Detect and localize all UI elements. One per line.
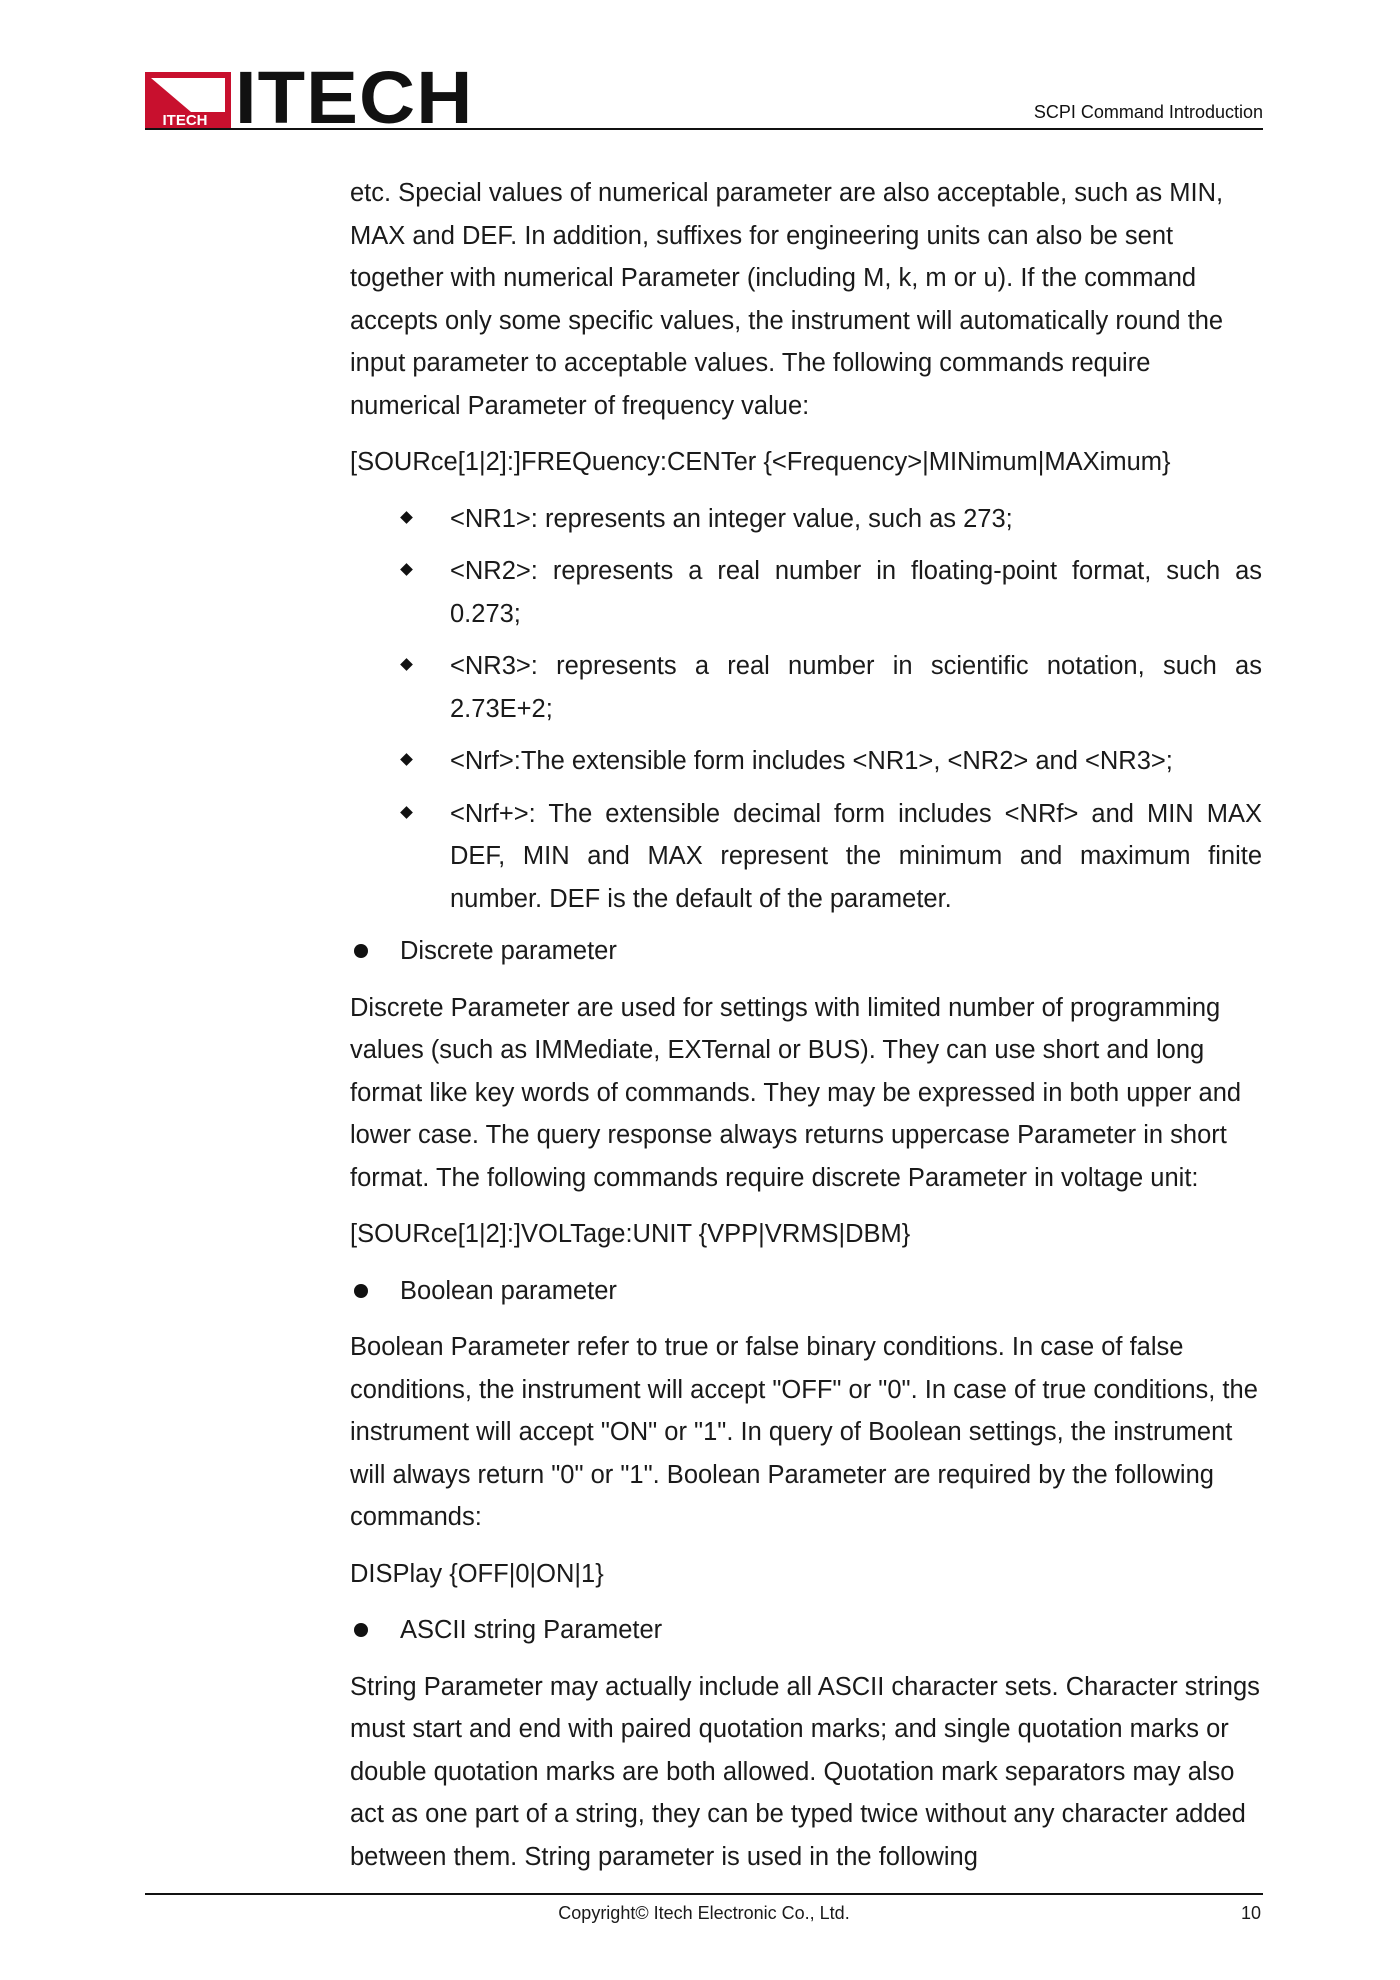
list-item-text: <NR3>: represents a real number in scientific notation, such as 2.73E+2; [450,652,1262,723]
diamond-bullet-icon [400,563,413,576]
document-body [350,172,1262,1892]
page-header [145,56,1263,139]
page-number: 10 [1240,1903,1261,1923]
list-item [350,740,1262,783]
list-item-text: <Nrf>:The extensible form includes <NR1>, <NR2> and <NR3>; [450,747,1173,775]
frequency-command-example: [SOURce[1|2]:]FREQuency:CENTer {<Frequency>|MINimum|MAXimum} [350,448,1171,476]
diamond-bullet-icon [400,511,413,524]
itech-logo [145,56,474,139]
voltage-unit-command-example: [SOURce[1|2]:]VOLTage:UNIT {VPP|VRMS|DBM} [350,1220,911,1248]
display-command-example: DISPlay {OFF|0|ON|1} [350,1559,604,1588]
footer-divider [145,1893,1263,1895]
section-heading-text: ASCII string Parameter [400,1616,663,1644]
list-item-text: <Nrf+>: The extensible decimal form includes <NRf> and MIN MAX DEF, MIN and MAX represent the minimum and maximum finite number. DEF is the default of the parameter. [450,799,1262,913]
round-bullet-icon [354,1623,368,1637]
boolean-parameter-heading [350,1270,1262,1313]
list-item-text: <NR1>: represents an integer value, such as 273; [450,504,1013,533]
diamond-bullet-icon [400,806,413,819]
list-item [350,645,1262,730]
numeric-parameter-paragraph: etc. Special values of numerical parameter are also acceptable, such as MIN, MAX and DEF. In addition, suffixes for engineering units can also be sent together with numerical Parameter (including M, k, m or u). If the command accepts only some specific values, the instrument will automatically round the input parameter to acceptable values. The following commands require numerical Parameter of frequency value: [350,179,1224,420]
ascii-string-parameter-paragraph: String Parameter may actually include all ASCII character sets. Character strings must start and end with paired quotation marks; and single quotation marks or double quotation marks are both allowed. Quotation mark separators may also act as one part of a string, they can be typed twice without any character added between them. String parameter is used in the following [350,1672,1260,1871]
boolean-parameter-paragraph: Boolean Parameter refer to true or false binary conditions. In case of false conditions, the instrument will accept "OFF" or "0". In case of true conditions, the instrument will accept "ON" or "1". In query of Boolean settings, the instrument will always return "0" or "1". Boolean Parameter are required by the following commands: [350,1333,1258,1531]
logo-wordmark: ITECH [235,56,474,139]
section-heading-text: Boolean parameter [400,1276,617,1305]
diamond-bullet-icon [400,658,413,671]
section-heading-text: Discrete parameter [400,937,617,965]
page-footer [145,1893,1263,1923]
round-bullet-icon [354,1284,368,1298]
list-item [350,550,1262,635]
ascii-string-parameter-heading [350,1609,1262,1652]
list-item-text: <NR2>: represents a real number in floating-point format, such as 0.273; [450,557,1262,628]
itech-logo-mark-icon [145,72,231,128]
discrete-parameter-heading [350,930,1262,973]
header-divider [145,128,1263,130]
logo-small-text: ITECH [162,112,208,128]
round-bullet-icon [354,944,368,958]
list-item [350,793,1262,921]
numeric-type-list [350,498,1262,921]
list-item [350,498,1262,541]
diamond-bullet-icon [400,753,413,766]
footer-copyright: Copyright© Itech Electronic Co., Ltd. [558,1903,850,1923]
header-title: SCPI Command Introduction [1033,102,1263,122]
discrete-parameter-paragraph: Discrete Parameter are used for settings with limited number of programming values (such as IMMediate, EXTernal or BUS). They can use short and long format like key words of commands. They may be expressed in both upper and lower case. The query response always returns uppercase Parameter in short format. The following commands require discrete Parameter in voltage unit: [350,993,1242,1192]
